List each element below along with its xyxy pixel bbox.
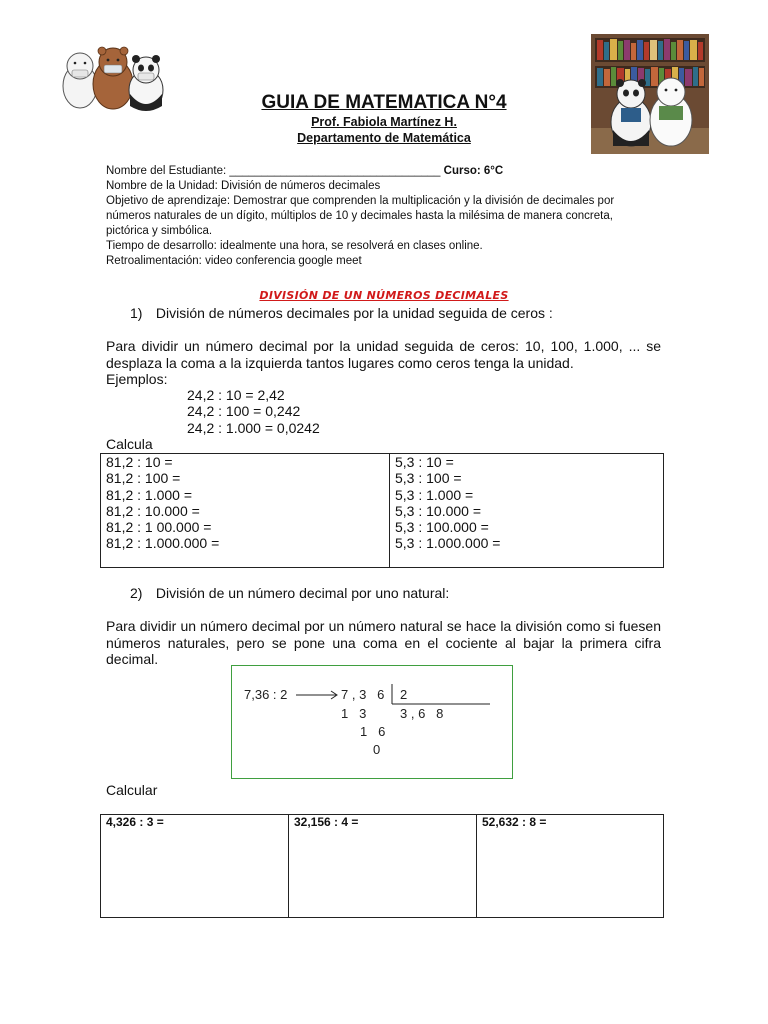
department-name: Departamento de Matemática [297, 131, 471, 145]
exercise-item: 5,3 : 10 = [395, 454, 454, 470]
exercise-cell[interactable]: 4,326 : 3 = [101, 815, 289, 918]
right-exercise-column[interactable] [390, 454, 664, 568]
development-time: Tiempo de desarrollo: idealmente una hora, se resolverá en clases online. [106, 240, 483, 252]
part2-paragraph: Para dividir un número decimal por un número natural se hace la división como si fuesen números naturales, pero se pone una coma en el cociente al bajar la primera cifra decimal. [106, 618, 661, 667]
exercise-item: 5,3 : 10.000 = [395, 502, 482, 519]
exercise-item: 81,2 : 100 = [106, 470, 181, 487]
division-quotient: 3 , 6 8 [400, 706, 444, 721]
exercise-item: 81,2 : 1 00.000 = [106, 519, 212, 536]
part2-heading: 2) División de un número decimal por uno natural: [130, 585, 450, 601]
division-remainder-1: 1 3 [341, 706, 367, 721]
objective-line-3: pictórica y simbólica. [106, 225, 213, 237]
examples-label: Ejemplos: [106, 371, 168, 387]
exercise-item: 81,2 : 10.000 = [106, 502, 200, 519]
page-title: GUIA DE MATEMATICA N°4 [261, 92, 507, 113]
division-divisor: 2 [400, 687, 408, 702]
teacher-name: Prof. Fabiola Martínez H. [311, 115, 457, 129]
part1-heading: 1) División de números decimales por la unidad seguida de ceros : [130, 305, 553, 321]
division-remainder-3: 0 [373, 742, 381, 757]
arrow-right-icon [296, 690, 340, 700]
calc-label: Calcula [106, 436, 153, 452]
example-line: 24,2 : 100 = 0,242 [187, 403, 301, 419]
student-name-line: Nombre del Estudiante: _________________________________ Curso: 6°C [106, 165, 504, 177]
left-exercise-column[interactable] [101, 454, 390, 568]
course-label: Curso: 6°C [443, 165, 504, 177]
exercise-item: 81,2 : 1.000 = [106, 486, 193, 503]
exercise-table-2 [100, 814, 664, 918]
feedback-info: Retroalimentación: video conferencia google meet [106, 255, 362, 267]
unit-name: Nombre de la Unidad: División de números decimales [106, 180, 381, 192]
section-title: DIVISIÓN DE UN NÚMEROS DECIMALES [259, 289, 509, 302]
division-dividend: 7 , 3 6 [341, 687, 385, 702]
division-example-box [231, 665, 513, 779]
exercise-item: 5,3 : 100 = [395, 470, 462, 487]
division-remainder-2: 1 6 [360, 724, 386, 739]
exercise-table-1 [100, 453, 664, 568]
example-line: 24,2 : 1.000 = 0,0242 [187, 420, 320, 436]
objective-line-1: Objetivo de aprendizaje: Demostrar que comprenden la multiplicación y la división de decimales por [106, 195, 615, 207]
exercise-item: 5,3 : 100.000 = [395, 519, 489, 536]
exercise-item: 5,3 : 1.000 = [395, 486, 474, 503]
exercise-item: 81,2 : 10 = [106, 454, 173, 470]
part1-paragraph: Para dividir un número decimal por la unidad seguida de ceros: 10, 100, 1.000, ... se desplaza la coma a la izquierda tantos lugares como ceros tenga la unidad. [106, 338, 661, 371]
division-operation: 7,36 : 2 [244, 687, 288, 702]
calcular-label: Calcular [106, 782, 158, 798]
exercise-cell[interactable]: 32,156 : 4 = [289, 815, 477, 918]
exercise-cell[interactable]: 52,632 : 8 = [477, 815, 664, 918]
objective-line-2: números naturales de un dígito, múltiplos de 10 y decimales hasta la milésima de manera concreta, [106, 210, 613, 222]
exercise-item: 5,3 : 1.000.000 = [395, 535, 501, 552]
example-line: 24,2 : 10 = 2,42 [187, 387, 285, 403]
exercise-item: 81,2 : 1.000.000 = [106, 535, 220, 552]
